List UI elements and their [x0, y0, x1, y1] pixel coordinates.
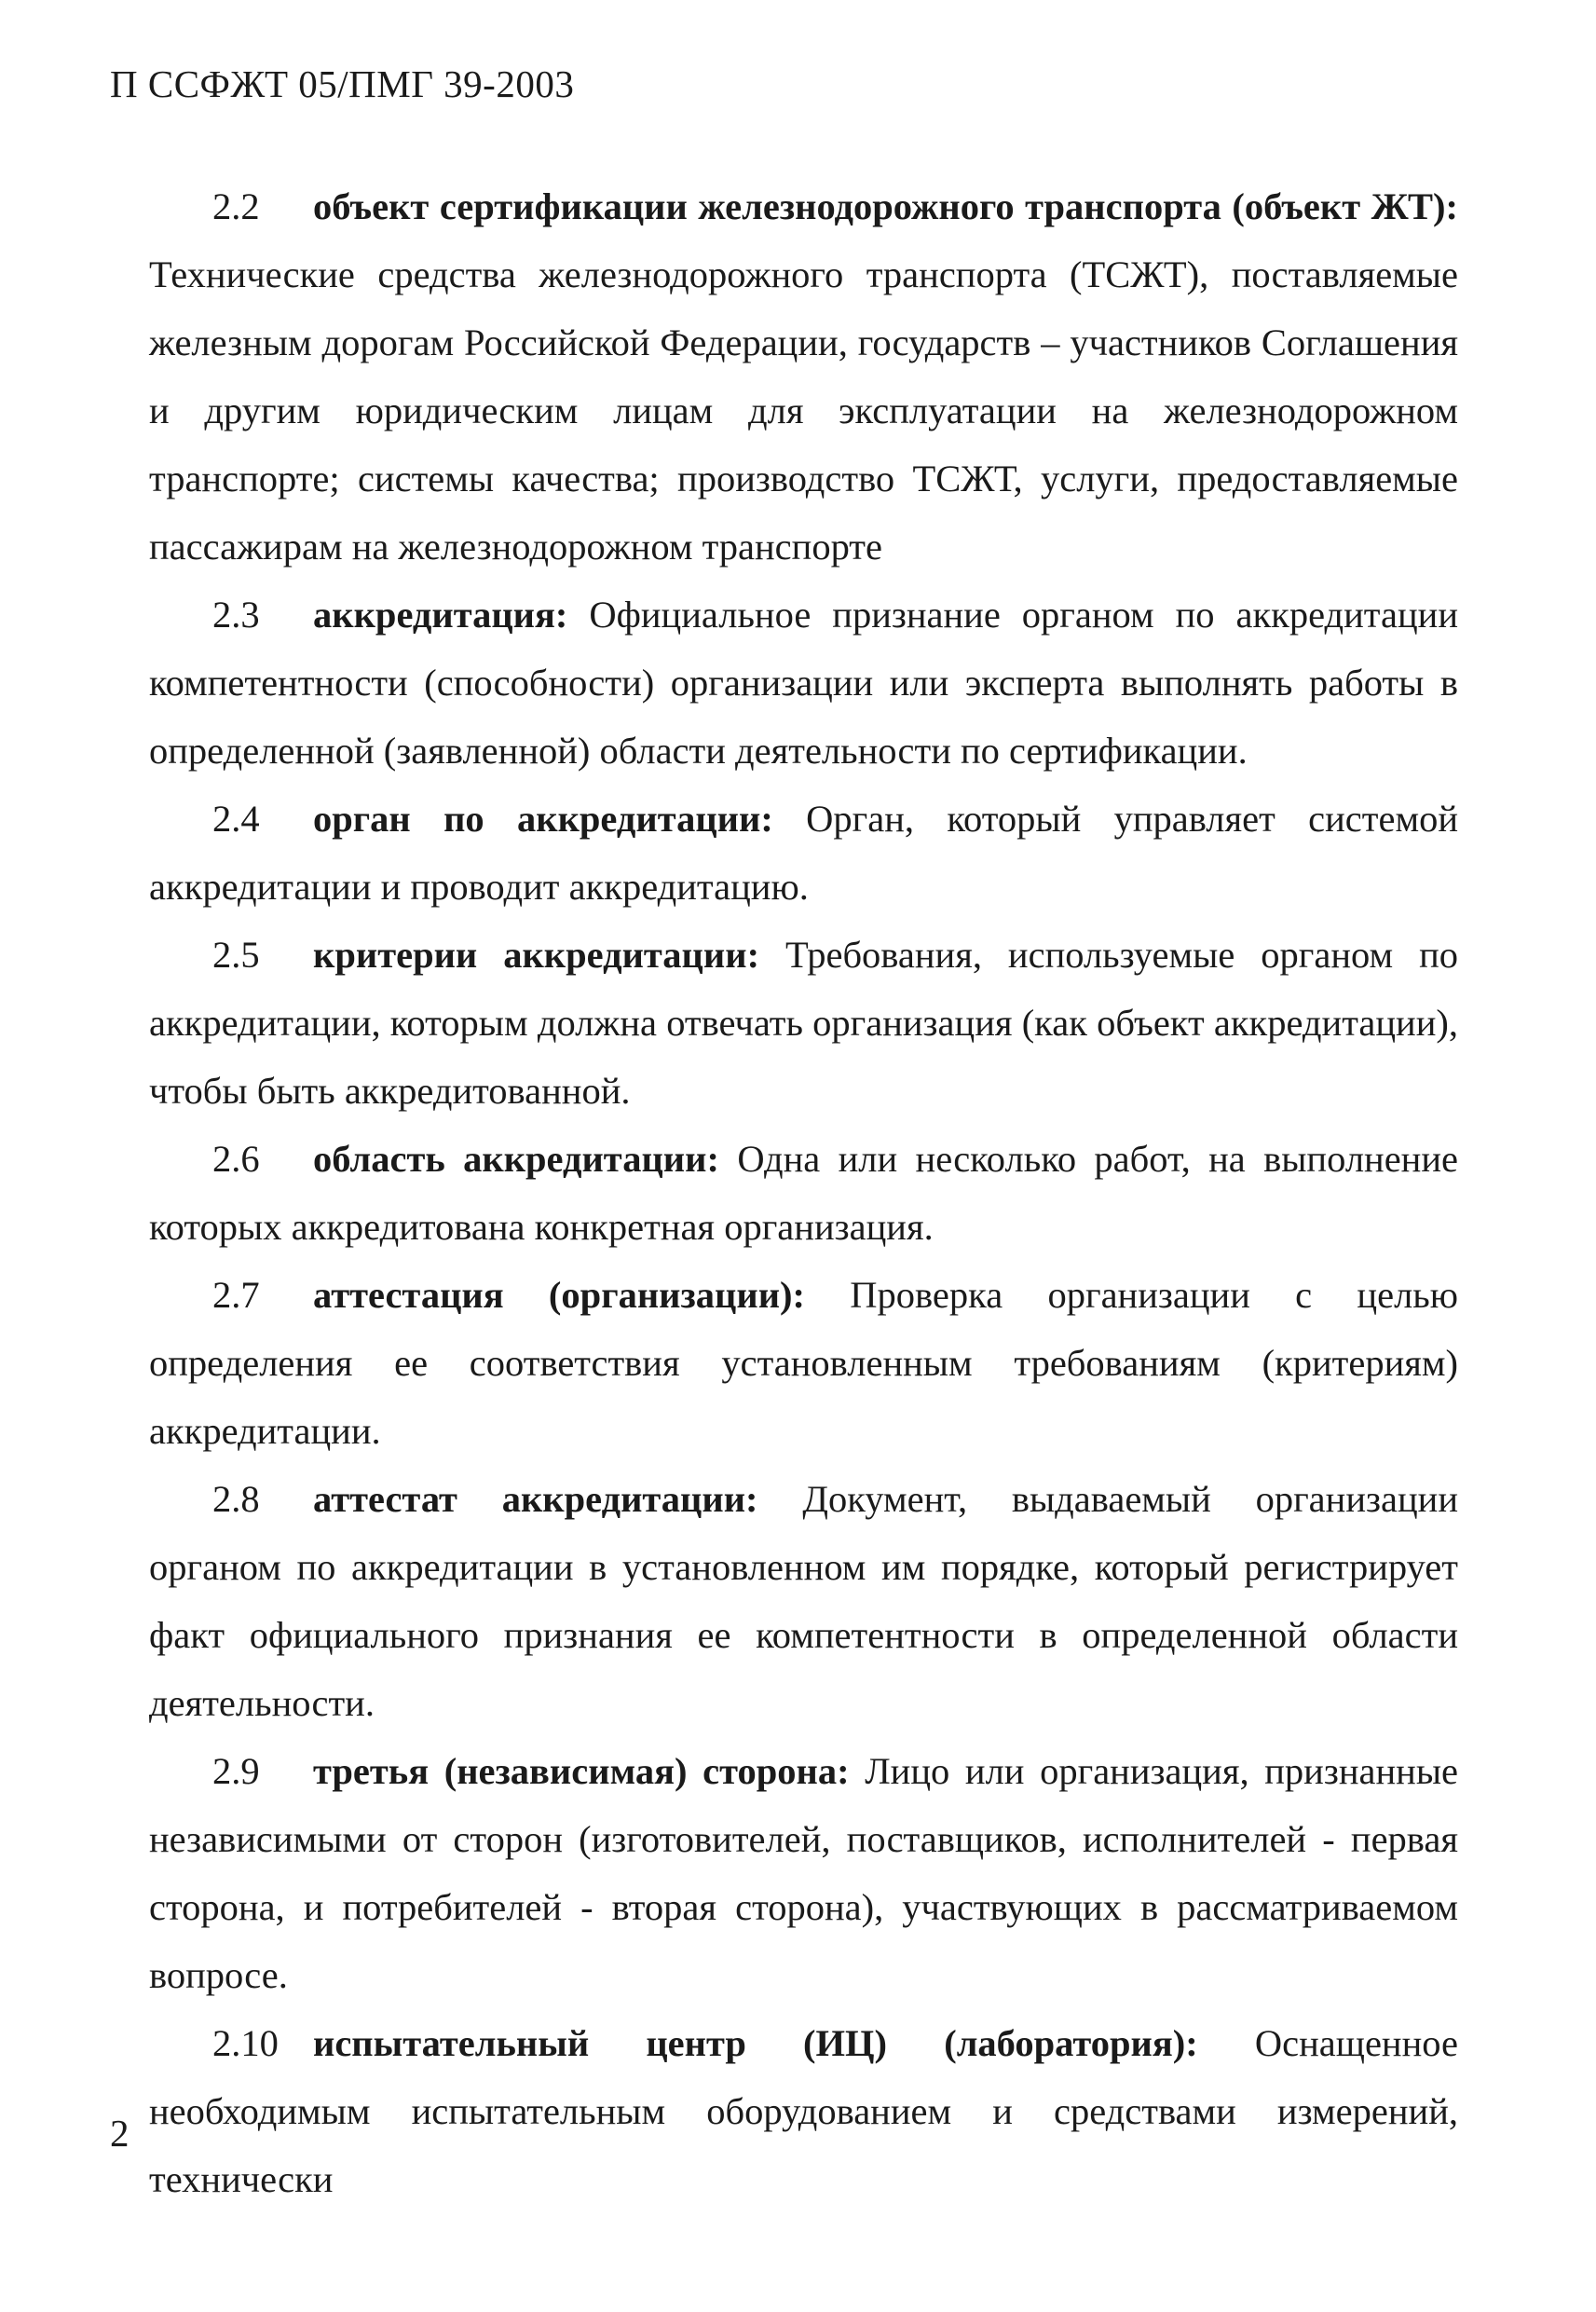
clause-2-4 [149, 785, 1458, 921]
clause-text: Орган, который управляет системой аккредитации и проводит аккредитацию. [149, 798, 1458, 908]
document-header: П ССФЖТ 05/ПМГ 39-2003 [110, 62, 575, 105]
clause-text: Документ, выдаваемый организации органом по аккредитации в установленном им порядке, который регистрирует факт официального признания ее компетентности в определенной области деятельности. [149, 1478, 1459, 1724]
clause-number: 2.10 [212, 2022, 279, 2064]
clause-number: 2.5 [212, 934, 260, 976]
clause-2-5 [149, 921, 1458, 1125]
clause-text: Одна или несколько работ, на выполнение которых аккредитована конкретная организация. [149, 1138, 1459, 1248]
clause-term: аккредитация: [313, 594, 568, 636]
clause-term: аттестат аккредитации: [313, 1478, 758, 1520]
clause-term: испытательный центр (ИЦ) (лаборатория): [313, 2022, 1198, 2064]
clause-number: 2.3 [212, 594, 260, 636]
clause-text: Оснащенное необходимым испытательным оборудованием и средствами измерений, технически [149, 2022, 1458, 2200]
clause-term: область аккредитации: [313, 1138, 719, 1180]
clause-term: аттестация (организации): [313, 1274, 806, 1316]
document-body [149, 172, 1458, 2213]
clause-number: 2.4 [212, 798, 260, 840]
clause-number: 2.6 [212, 1138, 260, 1180]
clause-text: Лицо или организация, признанные независимыми от сторон (изготовителей, поставщиков, исполнителей - первая сторона, и потребителей - вторая сторона), участвующих в рассматриваемом вопросе. [149, 1750, 1458, 1996]
clause-2-3 [149, 581, 1458, 785]
clause-number: 2.7 [212, 1274, 260, 1316]
clause-2-8 [149, 1465, 1458, 1737]
clause-term: объект сертификации железнодорожного транспорта (объект ЖТ): [313, 185, 1458, 227]
clause-2-10 [149, 2009, 1458, 2213]
clause-term: орган по аккредитации: [313, 798, 773, 840]
clause-number: 2.9 [212, 1750, 260, 1792]
clause-2-7 [149, 1261, 1458, 1465]
clause-text: Проверка организации с целью определения ее соответствия установленным требованиям (критериям) аккредитации. [149, 1274, 1459, 1452]
clause-number: 2.8 [212, 1478, 260, 1520]
clause-text: Требования, используемые органом по аккредитации, которым должна отвечать организация (как объект аккредитации), чтобы быть аккредитованной. [149, 934, 1458, 1112]
clause-2-2 [149, 172, 1458, 581]
clause-2-9 [149, 1737, 1458, 2009]
clause-text: Официальное признание органом по аккредитации компетентности (способности) организации или эксперта выполнять работы в определенной (заявленной) области деятельности по сертификации. [149, 594, 1458, 772]
clause-number: 2.2 [212, 185, 260, 227]
clause-term: третья (независимая) сторона: [313, 1750, 850, 1792]
clause-text: Технические средства железнодорожного транспорта (ТСЖТ), поставляемые железным дорогам Российской Федерации, государств – участников Соглашения и другим юридическим лицам для эксплуатации на железнодорожном транспорте; системы качества; производство ТСЖТ, услуги, предоставляемые пассажирам на железнодорожном транспорте [149, 253, 1458, 568]
page-number: 2 [110, 2112, 130, 2155]
clause-2-6 [149, 1125, 1458, 1261]
clause-term: критерии аккредитации: [313, 934, 760, 976]
